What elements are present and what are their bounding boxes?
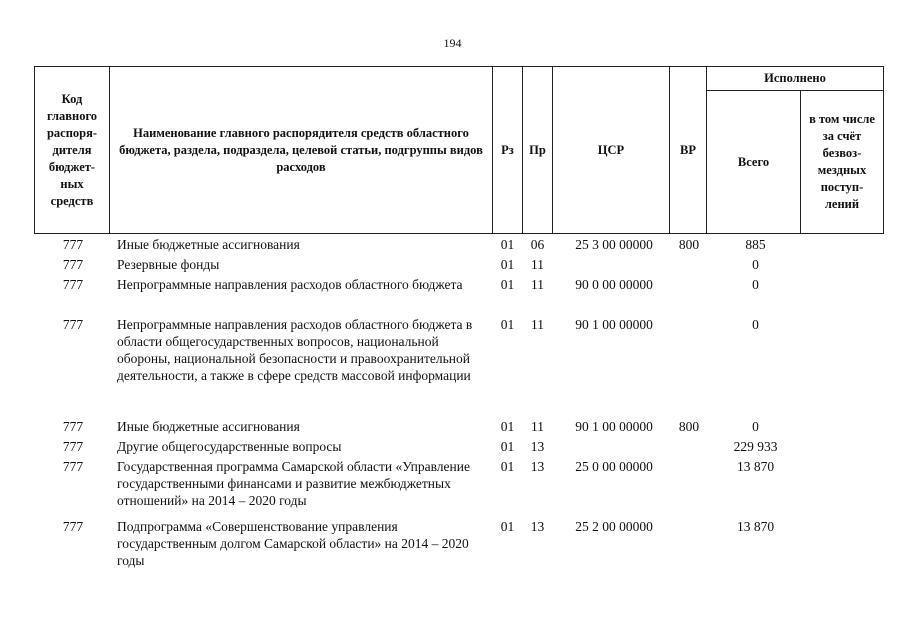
- cell-pr: 11: [531, 277, 544, 292]
- header-including: в том числе за счёт безвоз-мездных поступ-лений: [809, 112, 875, 211]
- header-rz: Рз: [501, 142, 514, 157]
- cell-pr: 11: [531, 317, 544, 332]
- cell-total: 13 870: [736, 519, 775, 534]
- cell-total: 0: [752, 317, 759, 332]
- cell-csr: 90 1 00 00000: [575, 317, 653, 332]
- header-name: Наименование главного распорядителя средств областного бюджета, раздела, подраздела, целевой статьи, подгруппы видов расходов: [119, 125, 483, 174]
- cell-name: Иные бюджетные ассигнования: [117, 419, 300, 434]
- col-divider: [34, 66, 35, 234]
- cell-pr: 06: [530, 237, 545, 252]
- header-csr: ЦСР: [597, 142, 625, 157]
- cell-name: Другие общегосударственные вопросы: [117, 439, 342, 454]
- cell-name: Государственная программа Самарской области «Управление государственными финансами и развитие межбюджетных отношений» на 2014 – 2020 годы: [117, 459, 470, 508]
- cell-vr: 800: [678, 419, 700, 434]
- header-total: Всего: [737, 154, 770, 169]
- col-divider: [109, 66, 110, 234]
- cell-name: Иные бюджетные ассигнования: [117, 237, 300, 252]
- cell-csr: 25 3 00 00000: [575, 237, 653, 252]
- cell-total: 229 933: [733, 439, 778, 454]
- cell-rz: 01: [500, 519, 515, 534]
- cell-name: Резервные фонды: [117, 257, 220, 272]
- cell-total: 13 870: [736, 459, 775, 474]
- cell-code: 777: [62, 459, 84, 474]
- cell-rz: 01: [500, 419, 515, 434]
- cell-rz: 01: [500, 459, 515, 474]
- cell-code: 777: [62, 277, 84, 292]
- cell-code: 777: [62, 317, 84, 332]
- cell-rz: 01: [500, 277, 515, 292]
- cell-rz: 01: [500, 317, 515, 332]
- header-code: Код главного распоря-дителя бюджет-ных средств: [46, 91, 98, 208]
- cell-total: 0: [752, 257, 759, 272]
- header-bottom-border: [34, 233, 884, 234]
- cell-pr: 11: [531, 257, 544, 272]
- header-vr: ВР: [680, 142, 696, 157]
- cell-name: Непрограммные направления расходов областного бюджета: [117, 277, 463, 292]
- cell-code: 777: [62, 439, 84, 454]
- cell-name: Подпрограмма «Совершенствование управления государственным долгом Самарской области» на 2014 – 2020 годы: [117, 519, 469, 568]
- cell-vr: 800: [678, 237, 700, 252]
- cell-pr: 13: [530, 519, 545, 534]
- cell-total: 0: [752, 277, 759, 292]
- col-divider: [883, 66, 884, 234]
- cell-pr: 11: [531, 419, 544, 434]
- cell-name: Непрограммные направления расходов областного бюджета в области общегосударственных вопросов, национальной обороны, национальной безопасности и правоохранительной деятельности, а также в сфере средств массовой информации: [117, 317, 473, 383]
- cell-rz: 01: [500, 439, 515, 454]
- cell-csr: 25 2 00 00000: [575, 519, 653, 534]
- header-pr: Пр: [529, 142, 546, 157]
- cell-csr: 90 0 00 00000: [575, 277, 653, 292]
- header-executed: Исполнено: [764, 71, 826, 85]
- cell-csr: 90 1 00 00000: [575, 419, 653, 434]
- cell-total: 0: [752, 419, 759, 434]
- cell-code: 777: [62, 519, 84, 534]
- cell-code: 777: [62, 257, 84, 272]
- cell-code: 777: [62, 419, 84, 434]
- cell-rz: 01: [500, 237, 515, 252]
- cell-total: 885: [745, 237, 766, 252]
- page-number: 194: [443, 36, 462, 50]
- cell-rz: 01: [500, 257, 515, 272]
- cell-pr: 13: [530, 459, 545, 474]
- col-divider: [800, 90, 801, 234]
- cell-csr: 25 0 00 00000: [575, 459, 653, 474]
- cell-code: 777: [62, 237, 84, 252]
- cell-pr: 13: [530, 439, 545, 454]
